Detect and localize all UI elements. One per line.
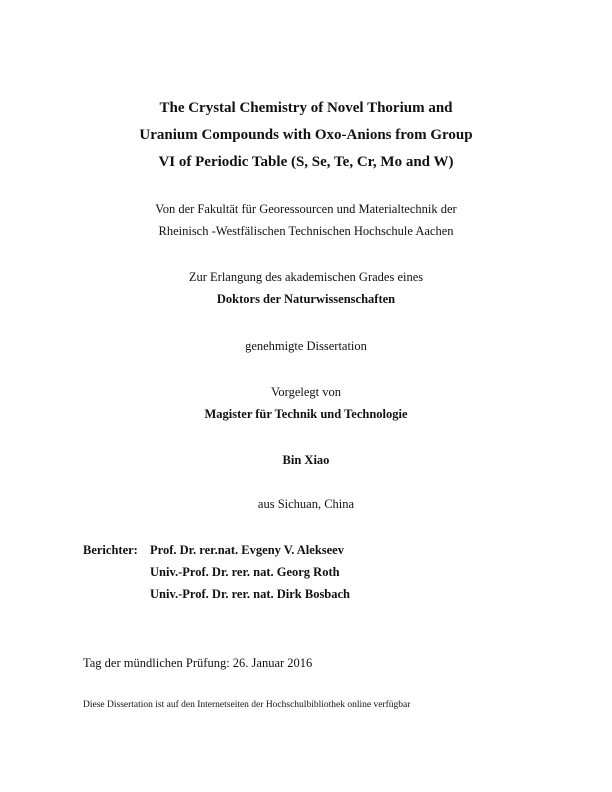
faculty-line-1: Von der Fakultät für Georessourcen und Materialtechnik der	[155, 202, 457, 216]
faculty-line-2: Rheinisch -Westfälischen Technischen Hochschule Aachen	[158, 224, 454, 238]
reviewers-label: Berichter:	[83, 543, 138, 557]
reviewer-2: Univ.-Prof. Dr. rer. nat. Georg Roth	[150, 565, 340, 579]
approved-dissertation: genehmigte Dissertation	[245, 339, 367, 353]
author-name: Bin Xiao	[282, 453, 330, 467]
author-qualification: Magister für Technik und Technologie	[204, 407, 408, 421]
thesis-title-line-3: VI of Periodic Table (S, Se, Te, Cr, Mo and W)	[158, 154, 454, 170]
author-origin: aus Sichuan, China	[257, 497, 355, 511]
presented-by-label: Vorgelegt von	[270, 385, 342, 399]
reviewer-1: Prof. Dr. rer.nat. Evgeny V. Alekseev	[150, 543, 344, 557]
thesis-title-line-1: The Crystal Chemistry of Novel Thorium and	[159, 100, 453, 116]
reviewer-3: Univ.-Prof. Dr. rer. nat. Dirk Bosbach	[150, 587, 351, 601]
thesis-title-line-2: Uranium Compounds with Oxo-Anions from Group	[139, 127, 473, 143]
degree-intro: Zur Erlangung des akademischen Grades eines	[188, 270, 424, 284]
exam-date: Tag der mündlichen Prüfung: 26. Januar 2016	[83, 656, 313, 670]
online-availability-note: Diese Dissertation ist auf den Internetseiten der Hochschulbibliothek online verfügbar	[83, 700, 411, 710]
degree-name: Doktors der Naturwissenschaften	[216, 292, 396, 306]
